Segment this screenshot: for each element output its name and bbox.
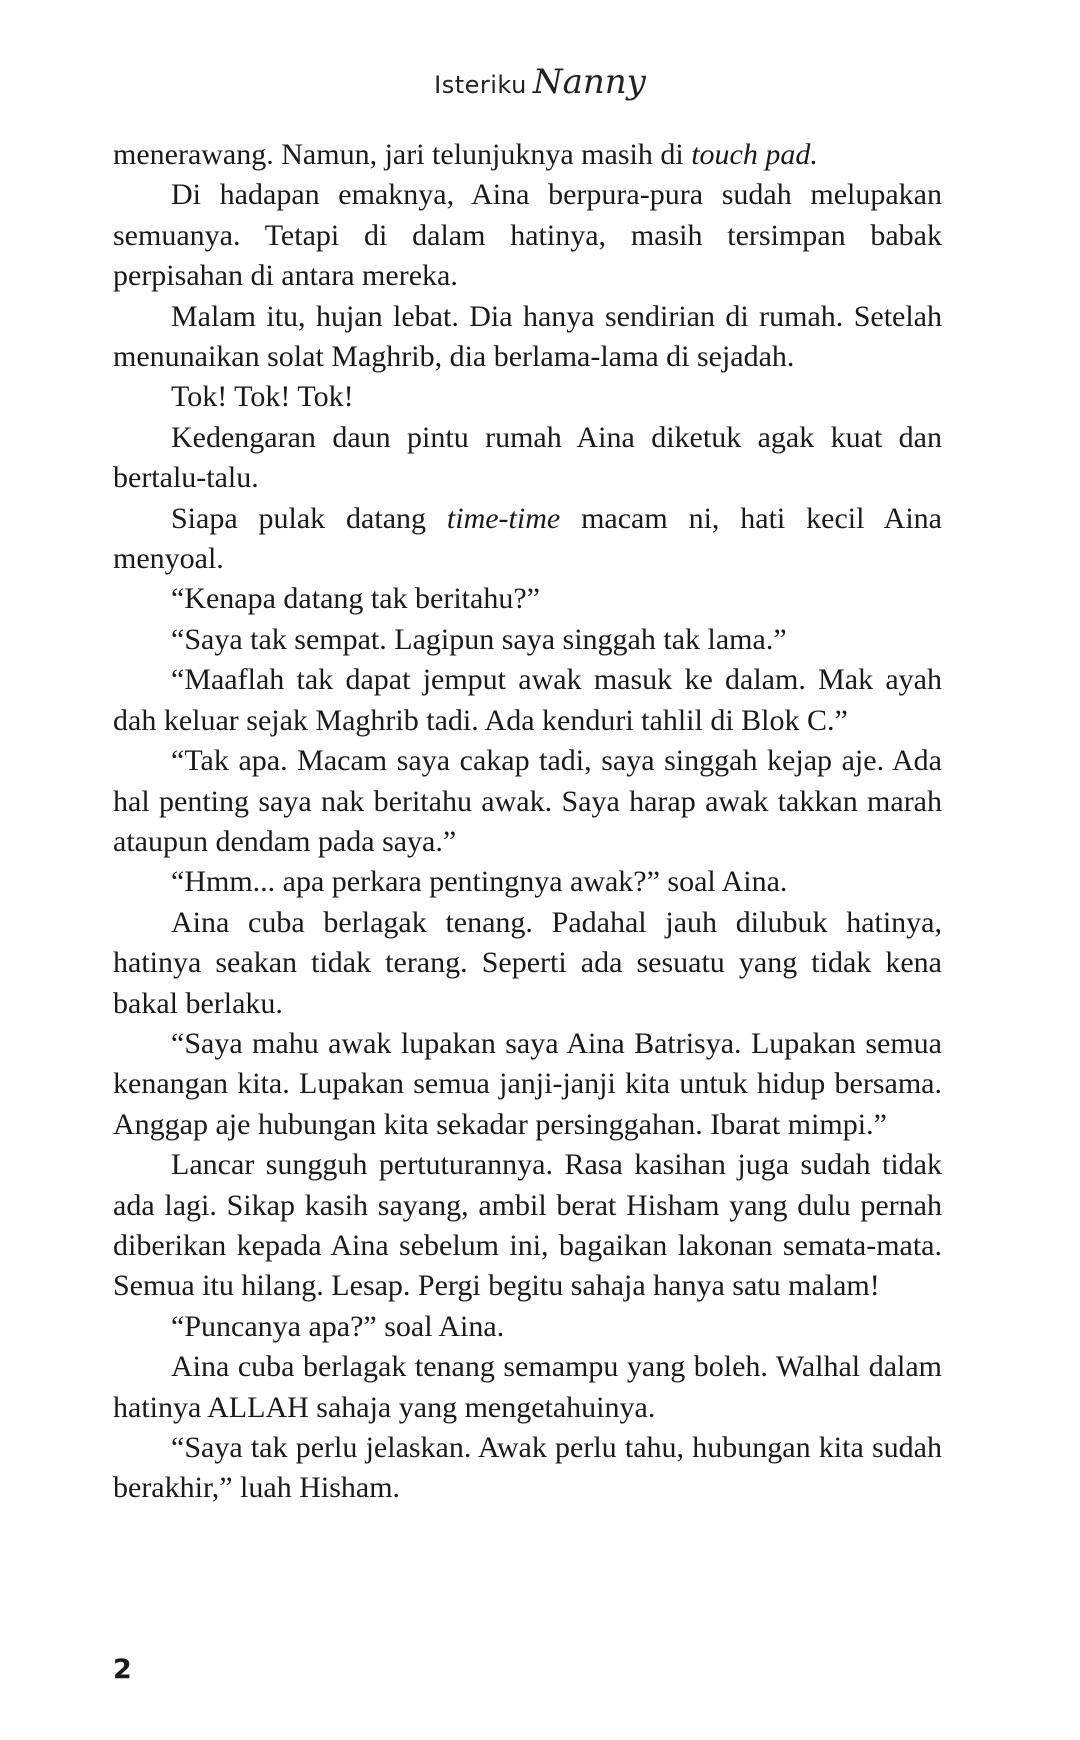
paragraph — [113, 660, 942, 741]
paragraph — [113, 903, 942, 1024]
paragraph-text: menerawang. Namun, jari telunjuknya masih di — [113, 138, 692, 171]
paragraph-text: “Saya tak perlu jelaskan. Awak perlu tahu, hubungan kita sudah berakhir,” luah Hisham. — [113, 1431, 942, 1505]
paragraph — [113, 579, 942, 619]
paragraph-text: “Hmm... apa perkara pentingnya awak?” soal Aina. — [171, 865, 788, 899]
paragraph — [113, 297, 942, 378]
paragraph — [113, 862, 942, 902]
paragraph-text-tail: macam ni, hati kecil Aina menyoal. — [113, 501, 942, 576]
paragraph-text: Aina cuba berlagak tenang. Padahal jauh dilubuk hatinya, hatinya seakan tidak terang. Seperti ada sesuatu yang tidak kena bakal berlaku. — [113, 905, 942, 1020]
paragraph-text: Di hadapan emaknya, Aina berpura-pura sudah melupakan semuanya. Tetapi di dalam hatinya, masih tersimpan babak perpisahan di antara mereka. — [113, 178, 942, 293]
paragraph — [113, 1307, 942, 1347]
paragraph-text: Lancar sungguh pertuturannya. Rasa kasihan juga sudah tidak ada lagi. Sikap kasih sayang, ambil berat Hisham yang dulu pernah diberikan kepada Aina sebelum ini, bagaikan lakonan semata-mata. Semua itu hilang. Lesap. Pergi begitu sahaja hanya satu malam! — [113, 1148, 942, 1303]
paragraph — [113, 175, 942, 296]
paragraph — [113, 135, 942, 175]
paragraph — [113, 1145, 942, 1307]
paragraph-text: Siapa pulak datang — [171, 501, 447, 535]
paragraph-text: Kedengaran daun pintu rumah Aina diketuk agak kuat dan bertalu-talu. — [113, 420, 942, 495]
header-script-word: Nanny — [532, 62, 646, 102]
paragraph — [113, 377, 942, 417]
paragraph-text: “Tak apa. Macam saya cakap tadi, saya singgah kejap aje. Ada hal penting saya nak beritahu awak. Saya harap awak takkan marah ataupun dendam pada saya.” — [113, 744, 942, 858]
paragraph — [113, 1024, 942, 1145]
paragraph — [113, 499, 942, 580]
page-body — [113, 135, 942, 1509]
page-number: 2 — [113, 1654, 132, 1685]
paragraph — [113, 620, 942, 660]
header-book-word: Isteriku — [434, 71, 527, 99]
paragraph — [113, 1347, 942, 1428]
paragraph-italic: touch pad. — [691, 138, 818, 171]
paragraph-text: Tok! Tok! Tok! — [171, 380, 354, 414]
paragraph-italic: time-time — [446, 501, 561, 535]
paragraph-text: “Maaflah tak dapat jemput awak masuk ke dalam. Mak ayah dah keluar sejak Maghrib tadi. Ada kenduri tahlil di Blok C.” — [113, 663, 942, 737]
paragraph-text: Aina cuba berlagak tenang semampu yang boleh. Walhal dalam hatinya ALLAH sahaja yang mengetahuinya. — [113, 1350, 942, 1424]
paragraph-text: “Kenapa datang tak beritahu?” — [171, 582, 540, 616]
paragraph — [113, 741, 942, 862]
paragraph-text: Malam itu, hujan lebat. Dia hanya sendirian di rumah. Setelah menunaikan solat Maghrib, dia berlama-lama di sejadah. — [113, 299, 942, 374]
paragraph-text: “Puncanya apa?” soal Aina. — [171, 1309, 505, 1343]
paragraph — [113, 1428, 942, 1509]
paragraph — [113, 418, 942, 499]
running-header — [0, 62, 1080, 109]
paragraph-text: “Saya mahu awak lupakan saya Aina Batrisya. Lupakan semua kenangan kita. Lupakan semua janji-janji kita untuk hidup bersama. Anggap aje hubungan kita sekadar persinggahan. Ibarat mimpi.” — [113, 1026, 942, 1141]
paragraph-text: “Saya tak sempat. Lagipun saya singgah tak lama.” — [171, 622, 787, 656]
